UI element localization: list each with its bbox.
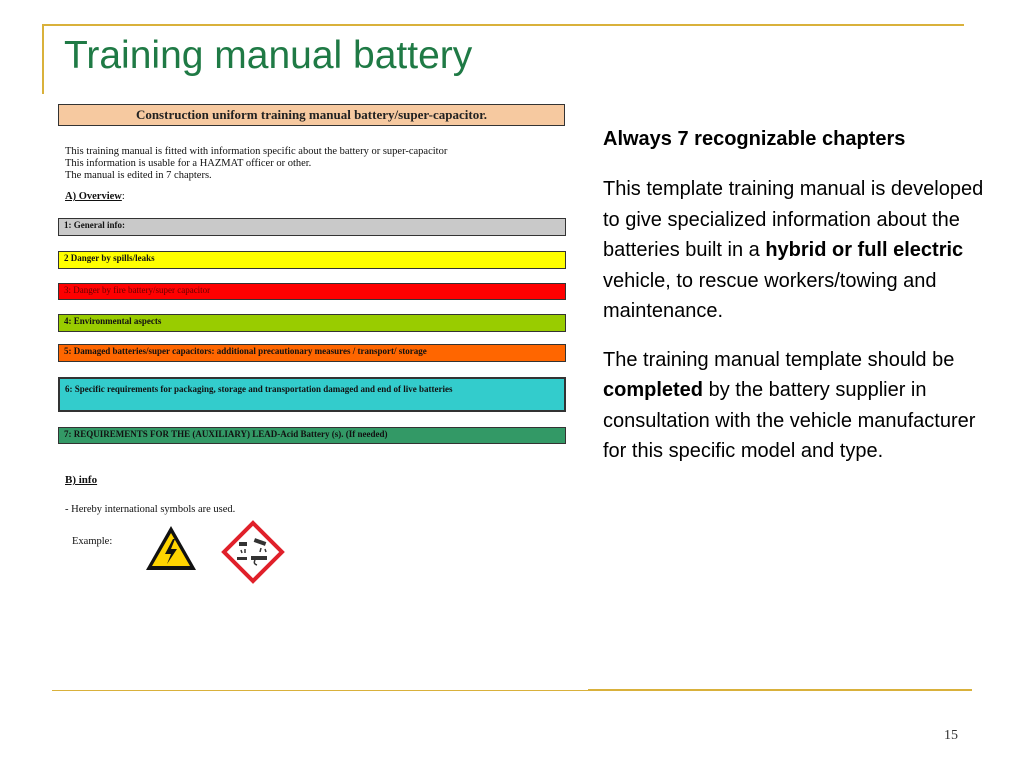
example-label: Example: [72,536,113,547]
chapter-bar: 3: Danger by fire battery/super capacitor [58,283,566,300]
info-text: - Hereby international symbols are used. [65,504,236,515]
footer-rule-left [52,690,588,691]
chapters-heading: Always 7 recognizable chapters [603,128,906,150]
description-column [603,126,1003,485]
chapter-bar: 1: General info: [58,218,566,236]
slide-title: Training manual battery [64,34,473,77]
chapter-bar: 6: Specific requirements for packaging, storage and transportation damaged and end of live batteries [58,377,566,412]
chapter-bar: 2 Danger by spills/leaks [58,251,566,269]
document-intro [65,146,447,182]
chapter-bar: 4: Environmental aspects [58,314,566,332]
footer-rule-right [588,689,972,691]
document-header: Construction uniform training manual battery/super-capacitor. [58,104,565,126]
high-voltage-warning-icon [144,524,198,572]
template-description: This template training manual is developed to give specialized information about the batteries built in a hybrid or full electric vehicle, to rescue workers/towing and maintenance. [603,178,984,322]
manual-document-image [58,104,568,584]
corrosive-ghs-icon [221,520,285,584]
intro-line: This training manual is fitted with information specific about the battery or super-capacitor [65,146,448,157]
intro-line: The manual is edited in 7 chapters. [65,170,212,181]
chapter-bar: 5: Damaged batteries/super capacitors: additional precautionary measures / transport/ storage [58,344,566,362]
title-top-rule [42,24,964,26]
info-heading: B) info [65,474,98,486]
page-number: 15 [944,728,958,743]
chapter-bar: 7: REQUIREMENTS FOR THE (AUXILIARY) LEAD-Acid Battery (s). (If needed) [58,427,566,444]
intro-line: This information is usable for a HAZMAT officer or other. [65,158,312,169]
overview-heading: A) Overview: [65,191,125,202]
completion-description: The training manual template should be completed by the battery supplier in consultation with the vehicle manufacturer for this specific model and type. [603,348,976,462]
title-left-rule [42,24,44,94]
